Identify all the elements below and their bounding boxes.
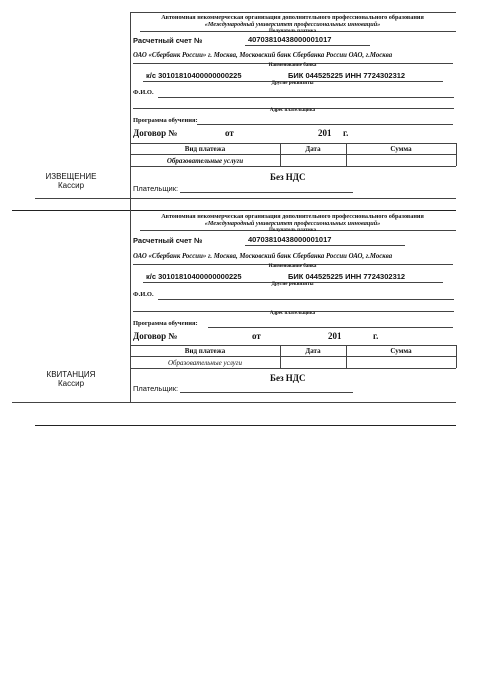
- address-caption: Адрес плательщика: [269, 311, 316, 316]
- bik-inn: БИК 044525225 ИНН 7724302312: [288, 272, 406, 281]
- recipient-caption: Получатель платежа: [268, 29, 317, 34]
- other-caption: Другие реквизиты: [271, 282, 314, 287]
- corr-account: к/с 30101810400000000225: [146, 71, 242, 80]
- fio-field[interactable]: [158, 299, 454, 300]
- contract-label: Договор №: [133, 128, 178, 138]
- col-sum-header: Сумма: [390, 347, 412, 355]
- address-caption: Адрес плательщика: [269, 108, 316, 113]
- col-sum-header: Сумма: [390, 145, 412, 153]
- service-cell: Образовательные услуги: [166, 157, 244, 165]
- payer-field[interactable]: [180, 392, 353, 393]
- contract-label: Договор №: [133, 331, 178, 341]
- account-label: Расчетный счет №: [133, 36, 203, 45]
- corr-account: к/с 30101810400000000225: [146, 272, 242, 281]
- bank-name: ОАО «Сбербанк России» г. Москва, Московский банк Сбербанка России ОАО, г.Москва: [133, 253, 393, 260]
- fio-label: Ф.И.О.: [133, 89, 154, 96]
- receipt-side-label: КВИТАНЦИЯ Кассир: [46, 370, 96, 388]
- contract-year: 201: [328, 331, 342, 341]
- col-type-header: Вид платежа: [184, 145, 226, 153]
- bottom-cut-line: [35, 425, 456, 426]
- recipient-caption: Получатель платежа: [268, 228, 317, 233]
- org-name: Автономная некоммерческая организация дополнительного профессионального образования «Международный университет профессиональных инноваций»: [161, 14, 424, 28]
- account-number: 40703810438000001017: [248, 35, 332, 44]
- bank-caption: Наименование банка: [268, 264, 317, 269]
- fio-field[interactable]: [158, 97, 454, 98]
- account-label: Расчетный счет №: [133, 236, 203, 245]
- org-name: Автономная некоммерческая организация дополнительного профессионального образования «Международный университет профессиональных инноваций»: [161, 213, 424, 227]
- service-cell: Образовательные услуги: [167, 359, 242, 367]
- payer-field[interactable]: [180, 192, 353, 193]
- account-number: 40703810438000001017: [248, 235, 332, 244]
- bank-name: ОАО «Сбербанк России» г. Москва, Московский банк Сбербанка России ОАО, г.Москва: [133, 52, 393, 59]
- cut-line: [12, 210, 456, 211]
- slip-divider: [130, 12, 131, 210]
- other-caption: Другие реквизиты: [271, 81, 314, 86]
- payer-label: Плательщик:: [133, 384, 179, 393]
- top-border: [130, 12, 456, 13]
- program-field[interactable]: [208, 327, 453, 328]
- col-type-header: Вид платежа: [184, 347, 226, 355]
- contract-from: от: [252, 331, 261, 341]
- payer-label: Плательщик:: [133, 184, 179, 193]
- bik-inn: БИК 044525225 ИНН 7724302312: [288, 71, 406, 80]
- no-vat: Без НДС: [270, 172, 306, 182]
- contract-from: от: [225, 128, 234, 138]
- contract-year: 201: [318, 128, 332, 138]
- notice-side-label: ИЗВЕЩЕНИЕ Кассир: [45, 172, 97, 190]
- bank-caption: Наименование банка: [268, 63, 317, 68]
- program-label: Программа обучения:: [133, 117, 198, 124]
- program-field[interactable]: [197, 124, 453, 125]
- fio-label: Ф.И.О.: [133, 291, 154, 298]
- no-vat: Без НДС: [270, 373, 306, 383]
- col-date-header: Дата: [305, 347, 321, 355]
- slip-divider: [130, 210, 131, 402]
- contract-year-suffix: г.: [373, 331, 379, 341]
- col-date-header: Дата: [305, 145, 321, 153]
- contract-year-suffix: г.: [343, 128, 349, 138]
- program-label: Программа обучения:: [133, 320, 198, 327]
